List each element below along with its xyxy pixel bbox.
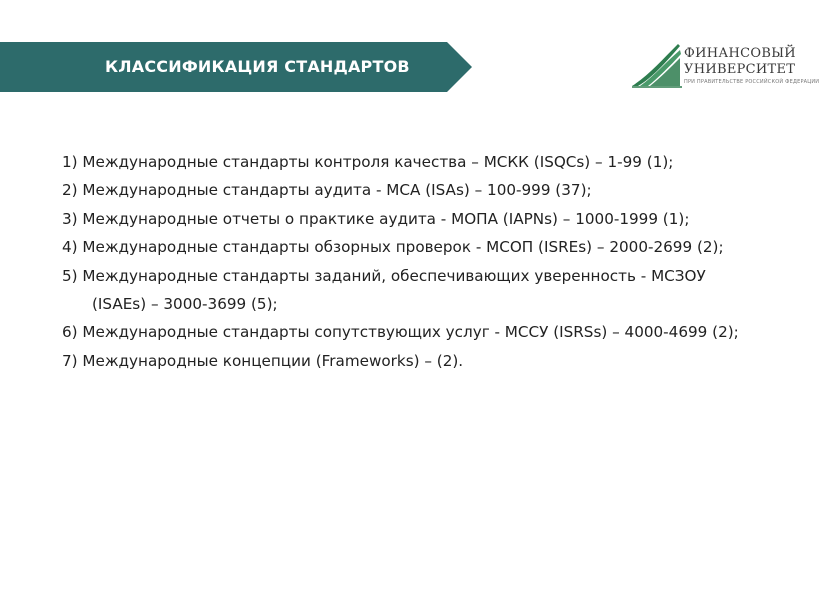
university-logo [630,42,819,90]
logo-text-line1: ФИНАНСОВЫЙ [684,46,796,61]
logo-emblem-icon [630,42,684,90]
logo-text-line2: УНИВЕРСИТЕТ [684,62,796,77]
list-item: 7) Международные концепции (Frameworks) – (2). [62,351,464,370]
page-title: КЛАССИФИКАЦИЯ СТАНДАРТОВ [105,57,410,76]
list-item: 5) Международные стандарты заданий, обеспечивающих уверенность - МСЗОУ (ISAEs) – 3000-3699 (5); [62,266,706,314]
logo-text-line3: ПРИ ПРАВИТЕЛЬСТВЕ РОССИЙСКОЙ ФЕДЕРАЦИИ [684,79,819,85]
list-item: 6) Международные стандарты сопутствующих услуг - МССУ (ISRSs) – 4000-4699 (2); [62,323,739,342]
list-item: 4) Международные стандарты обзорных проверок - МСОП (ISREs) – 2000-2699 (2); [62,238,724,257]
list-item: 1) Международные стандарты контроля качества – МСКК (ISQCs) – 1-99 (1); [62,153,674,171]
list-item: 2) Международные стандарты аудита - МСА (ISAs) – 100-999 (37); [62,181,592,200]
standards-list [62,148,762,375]
list-item: 3) Международные отчеты о практике аудита - МОПА (IAPNs) – 1000-1999 (1); [62,209,690,228]
title-banner [0,42,472,92]
